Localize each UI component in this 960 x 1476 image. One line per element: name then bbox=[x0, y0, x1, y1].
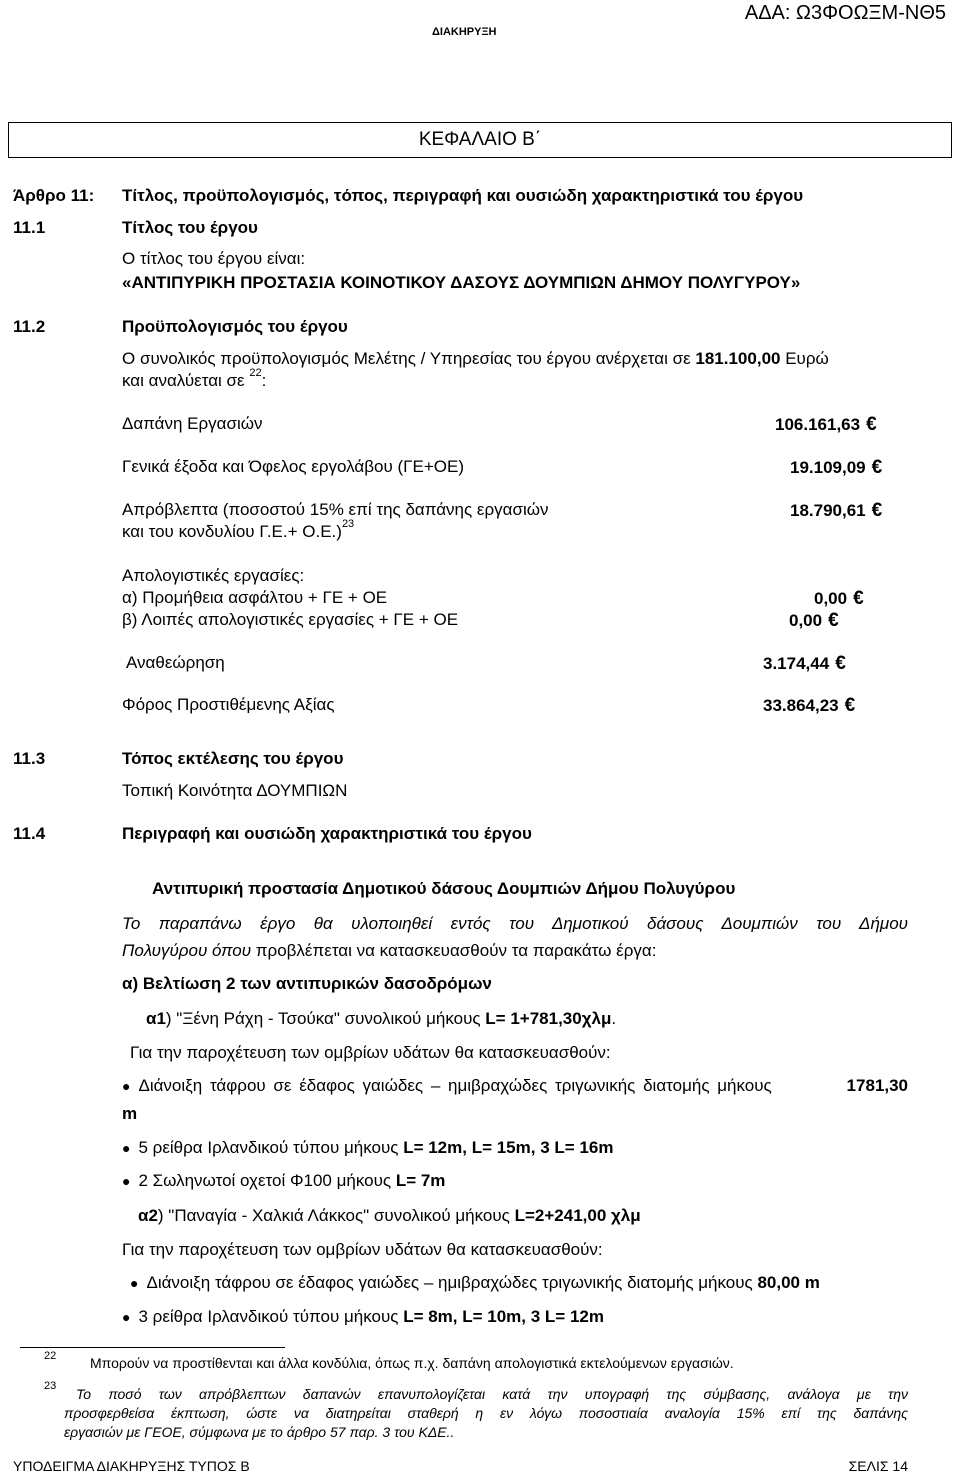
accounting-heading: Απολογιστικές εργασίες: bbox=[122, 566, 305, 585]
bullet-culverts-length: L= 7m bbox=[395, 1171, 446, 1190]
description-line2 bbox=[122, 941, 656, 961]
euro-icon: € bbox=[828, 610, 839, 631]
bullet-fords-2 bbox=[122, 1307, 604, 1327]
drainage-intro-2: Για την παροχέτευση των ομβρίων υδάτων θα κατασκευασθούν: bbox=[122, 1240, 603, 1259]
footnote-22-text: Μπορούν να προστίθενται και άλλα κονδύλια, όπως π.χ. δαπάνη απολογιστικά εκτελούμενων εργασιών. bbox=[90, 1355, 734, 1371]
section-11-2-number: 11.2 bbox=[13, 317, 46, 336]
ada-code: ΑΔΑ: Ω3ΦΟΩΞΜ-ΝΘ5 bbox=[744, 2, 946, 24]
budget-breakdown-intro bbox=[122, 367, 267, 391]
section-11-4-number: 11.4 bbox=[13, 824, 46, 843]
bullet-ditch-2 bbox=[130, 1273, 820, 1293]
bullet-ditch-2-text: Διάνοιξη τάφρου σε έδαφος γαιώδες – ημιβραχώδες τριγωνικής διατομής μήκους bbox=[146, 1273, 758, 1292]
item-a1-length: L= 1+781,30χλμ bbox=[485, 1009, 612, 1028]
other-accounting-label: β) Λοιπές απολογιστικές εργασίες + ΓΕ + ΟΕ bbox=[122, 610, 459, 629]
euro-icon: € bbox=[871, 500, 883, 521]
footnote-ref-23: 23 bbox=[341, 518, 355, 530]
bullet-ditch-2-length: 80,00 m bbox=[757, 1273, 820, 1292]
bullet-fords-2-lengths: L= 8m, L= 10m, 3 L= 12m bbox=[403, 1307, 604, 1326]
item-a2-length: L=2+241,00 χλμ bbox=[514, 1206, 641, 1225]
project-location: Τοπική Κοινότητα ΔΟΥΜΠΙΩΝ bbox=[122, 781, 348, 800]
contingency-label-line1: Απρόβλεπτα (ποσοστού 15% επί της δαπάνης εργασιών bbox=[122, 500, 549, 519]
item-a2-prefix: α2 bbox=[138, 1206, 158, 1225]
overhead-value bbox=[790, 457, 882, 479]
revision-label: Αναθεώρηση bbox=[126, 653, 225, 672]
contingency-label-text: και του κονδυλίου Γ.Ε.+ Ο.Ε.) bbox=[122, 522, 342, 541]
article-label: Άρθρο 11: bbox=[13, 186, 95, 205]
footnote-23-line2: προσφερθείσα έκπτωση, ώστε να διατηρείται σταθερή η εν λόγω ποσοστιαία αναλογία 15% επί της δαπάνης bbox=[64, 1405, 908, 1421]
asphalt-value bbox=[814, 588, 864, 610]
bullet-culverts-text: 2 Σωληνωτοί οχετοί Φ100 μήκους bbox=[138, 1171, 396, 1190]
article-title: Τίτλος, προϋπολογισμός, τόπος, περιγραφή και ουσιώδη χαρακτηριστικά του έργου bbox=[122, 186, 804, 205]
description-line2-rest: προβλέπεται να κατασκευασθούν τα παρακάτω έργα: bbox=[251, 941, 657, 960]
other-accounting-value bbox=[789, 610, 839, 632]
euro-icon: € bbox=[866, 414, 877, 435]
bullet-icon: ● bbox=[122, 1078, 131, 1094]
footnote-ref-22: 22 bbox=[249, 367, 262, 379]
footnote-23-line3: εργασιών με ΓΕΟΕ, σύμφωνα με το άρθρο 57 παρ. 3 του ΚΔΕ.. bbox=[64, 1424, 455, 1440]
bullet-ditch-1-length: 1781,30 bbox=[846, 1076, 908, 1095]
footer-template-name: ΥΠΟΔΕΙΓΜΑ ΔΙΑΚΗΡΥΞΗΣ ΤΥΠΟΣ Β bbox=[13, 1458, 250, 1474]
description-subtitle: Αντιπυρική προστασία Δημοτικού δάσους Δουμπιών Δήμου Πολυγύρου bbox=[152, 879, 736, 898]
bullet-icon: ● bbox=[122, 1173, 131, 1189]
bullet-ditch-1-text bbox=[122, 1076, 772, 1096]
drainage-intro-1: Για την παροχέτευση των ομβρίων υδάτων θα κατασκευασθούν: bbox=[130, 1043, 611, 1062]
euro-icon: € bbox=[835, 653, 846, 674]
euro-icon: € bbox=[844, 695, 856, 716]
section-11-3-heading: Τόπος εκτέλεσης του έργου bbox=[122, 749, 344, 768]
vat-value bbox=[763, 695, 855, 717]
footnote-23-number: 23 bbox=[44, 1380, 57, 1392]
section-11-2-heading: Προϋπολογισμός του έργου bbox=[122, 317, 348, 336]
works-cost-label: Δαπάνη Εργασιών bbox=[122, 414, 263, 433]
footnote-22-number: 22 bbox=[44, 1350, 57, 1362]
item-a2-text: ) "Παναγία - Χαλκιά Λάκκος" συνολικού μήκους bbox=[157, 1206, 515, 1225]
bullet-icon: ● bbox=[122, 1309, 131, 1325]
section-11-1-number: 11.1 bbox=[13, 218, 46, 237]
contingency-amount: 18.790,61 bbox=[790, 501, 866, 520]
breakdown-intro-colon: : bbox=[261, 371, 267, 390]
works-cost-amount: 106.161,63 bbox=[775, 415, 861, 434]
item-a1 bbox=[146, 1009, 616, 1029]
contingency-label-line2 bbox=[122, 518, 355, 542]
euro-icon: € bbox=[853, 588, 864, 609]
section-11-3-number: 11.3 bbox=[13, 749, 46, 768]
budget-total-text: Ο συνολικός προϋπολογισμός Μελέτης / Υπηρεσίας του έργου ανέρχεται σε bbox=[122, 349, 696, 368]
item-a2 bbox=[138, 1206, 641, 1226]
bullet-fords-1-text: 5 ρείθρα Ιρλανδικού τύπου μήκους bbox=[138, 1138, 404, 1157]
bullet-icon: ● bbox=[130, 1275, 139, 1291]
item-a-heading: α) Βελτίωση 2 των αντιπυρικών δασοδρόμων bbox=[122, 974, 492, 993]
item-a1-text: ) "Ξένη Ράχη - Τσούκα" συνολικού μήκους bbox=[165, 1009, 486, 1028]
euro-icon: € bbox=[871, 457, 883, 478]
footnote-23-line1: Το ποσό των απρόβλεπτων δαπανών επανυπολογίζεται κατά την υπογραφή της σύμβασης, ανάλογα με την bbox=[76, 1386, 908, 1402]
doc-type-label: ΔΙΑΚΗΡΥΞΗ bbox=[432, 26, 497, 38]
bullet-ditch-1-desc: Διάνοιξη τάφρου σε έδαφος γαιώδες – ημιβραχώδες τριγωνικής διατομής μήκους bbox=[138, 1076, 772, 1095]
bullet-fords-2-text: 3 ρείθρα Ιρλανδικού τύπου μήκους bbox=[138, 1307, 404, 1326]
budget-total-line bbox=[122, 349, 829, 369]
bullet-culverts bbox=[122, 1171, 445, 1191]
footer-page-number: ΣΕΛΙΣ 14 bbox=[848, 1458, 908, 1474]
section-11-1-heading: Τίτλος του έργου bbox=[122, 218, 258, 237]
contingency-value bbox=[790, 500, 882, 522]
project-title-intro: Ο τίτλος του έργου είναι: bbox=[122, 249, 306, 268]
chapter-title: ΚΕΦΑΛΑΙΟ Β΄ bbox=[418, 129, 542, 150]
overhead-amount: 19.109,09 bbox=[790, 458, 866, 477]
bullet-fords-1-lengths: L= 12m, L= 15m, 3 L= 16m bbox=[403, 1138, 614, 1157]
item-a1-end: . bbox=[611, 1009, 617, 1028]
footnote-separator bbox=[20, 1347, 285, 1348]
vat-label: Φόρος Προστιθέμενης Αξίας bbox=[122, 695, 335, 714]
chapter-title-box bbox=[8, 122, 952, 158]
description-line2-italic: Πολυγύρου όπου bbox=[122, 941, 252, 960]
works-cost-value bbox=[775, 414, 877, 436]
asphalt-label: α) Προμήθεια ασφάλτου + ΓΕ + ΟΕ bbox=[122, 588, 388, 607]
other-accounting-amount: 0,00 bbox=[789, 611, 823, 630]
bullet-fords-1 bbox=[122, 1138, 613, 1158]
budget-total-currency: Ευρώ bbox=[780, 349, 829, 368]
description-line1: Το παραπάνω έργο θα υλοποιηθεί εντός του Δημοτικού δάσους Δουμπιών του Δήμου bbox=[122, 914, 908, 933]
bullet-ditch-1 bbox=[122, 1076, 908, 1096]
breakdown-intro-text: και αναλύεται σε bbox=[122, 371, 250, 390]
item-a1-prefix: α1 bbox=[146, 1009, 166, 1028]
bullet-ditch-1-unit: m bbox=[122, 1104, 138, 1123]
asphalt-amount: 0,00 bbox=[814, 589, 848, 608]
project-title: «ΑΝΤΙΠΥΡΙΚΗ ΠΡΟΣΤΑΣΙΑ ΚΟΙΝΟΤΙΚΟΥ ΔΑΣΟΥΣ ΔΟΥΜΠΙΩΝ ΔΗΜΟΥ ΠΟΛΥΓΥΡΟΥ» bbox=[122, 273, 801, 292]
bullet-icon: ● bbox=[122, 1140, 131, 1156]
budget-total-amount: 181.100,00 bbox=[695, 349, 781, 368]
vat-amount: 33.864,23 bbox=[763, 696, 839, 715]
revision-value bbox=[763, 653, 846, 675]
revision-amount: 3.174,44 bbox=[763, 654, 830, 673]
section-11-4-heading: Περιγραφή και ουσιώδη χαρακτηριστικά του έργου bbox=[122, 824, 532, 843]
overhead-label: Γενικά έξοδα και Όφελος εργολάβου (ΓΕ+ΟΕ) bbox=[122, 457, 464, 476]
